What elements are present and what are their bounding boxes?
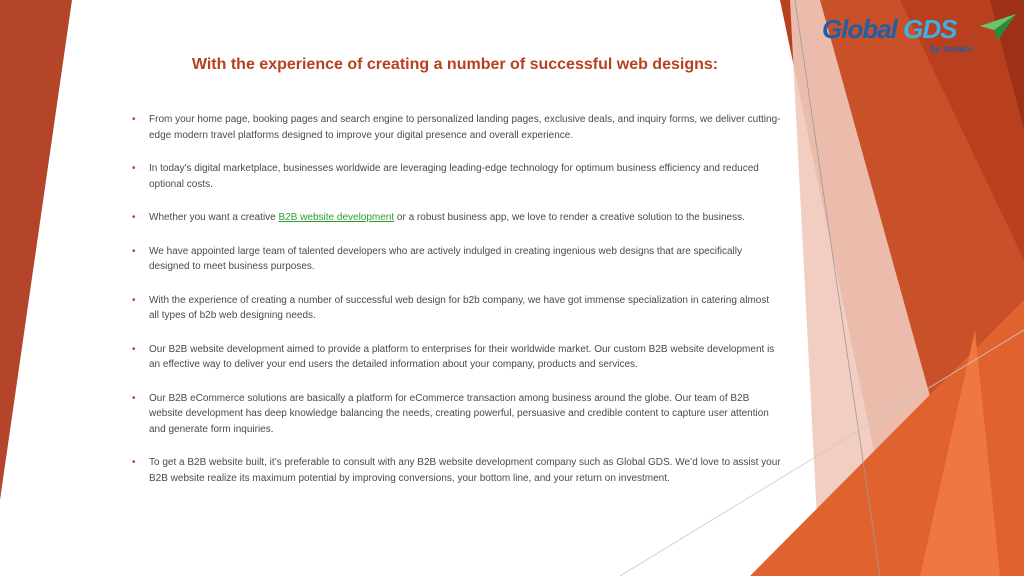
global-gds-logo (820, 10, 1020, 60)
bullet-text-before: Whether you want a creative (149, 212, 279, 223)
list-item (131, 161, 781, 192)
list-item (131, 244, 781, 275)
bullet-icon: • (132, 114, 136, 125)
paper-plane-icon (978, 12, 1018, 42)
bullet-icon: • (132, 212, 136, 223)
logo-name-part1: Global (822, 14, 904, 44)
bullet-text: With the experience of creating a number of successful web design for b2b company, we have got immense specialization in catering almost all types of b2b web designing needs. (149, 294, 770, 321)
bullet-text: From your home page, booking pages and search engine to personalized landing pages, exclusive deals, and inquiry forms, we deliver cutting-edge modern travel platforms designed to improve your digital presence and overall experience. (149, 114, 781, 141)
bullet-text: To get a B2B website built, it’s preferable to consult with any B2B website development company such as Global GDS. We’d love to assist your B2B website realize its maximum potential by improving conversions, your bottom line, and your return on investment. (149, 457, 781, 484)
list-item (131, 112, 781, 143)
bullet-icon: • (132, 457, 136, 468)
list-item (131, 293, 781, 324)
list-item (131, 391, 781, 438)
list-item (131, 342, 781, 373)
list-item (131, 455, 781, 486)
bullet-icon: • (132, 163, 136, 174)
bullet-text: We have appointed large team of talented developers who are actively indulged in creating ingenious web designs that are specifically designed to meet business purposes. (149, 245, 742, 272)
bullet-text: Our B2B website development aimed to provide a platform to enterprises for their worldwide market. Our custom B2B website development is an effective way to deliver your end users the detailed information about your company, products and services. (149, 343, 775, 370)
logo-name-part2: GDS (903, 14, 957, 44)
bullet-text: In today's digital marketplace, businesses worldwide are leveraging leading-edge technology for optimum business efficiency and reduced optional costs. (149, 163, 759, 190)
b2b-website-development-link[interactable]: B2B website development (278, 212, 395, 223)
bullet-icon: • (132, 245, 136, 257)
bullet-list (131, 112, 781, 504)
logo-wordmark (822, 14, 956, 45)
bullet-icon: • (132, 343, 136, 355)
list-item (131, 210, 781, 226)
page-title: With the experience of creating a number of successful web designs: (191, 56, 719, 73)
left-red-band (0, 0, 72, 500)
bullet-text: Our B2B eCommerce solutions are basically a platform for eCommerce transaction among business around the globe. Our team of B2B website development has deep knowledge balancing the needs, creating powerful, persuasive and credible content to capture user attention and generate form inquiries. (149, 392, 769, 435)
logo-tagline: by travelx (930, 44, 973, 54)
bullet-text-after: or a robust business app, we love to render a creative solution to the business. (394, 212, 745, 223)
bullet-icon: • (132, 392, 136, 404)
bullet-icon: • (132, 294, 136, 306)
